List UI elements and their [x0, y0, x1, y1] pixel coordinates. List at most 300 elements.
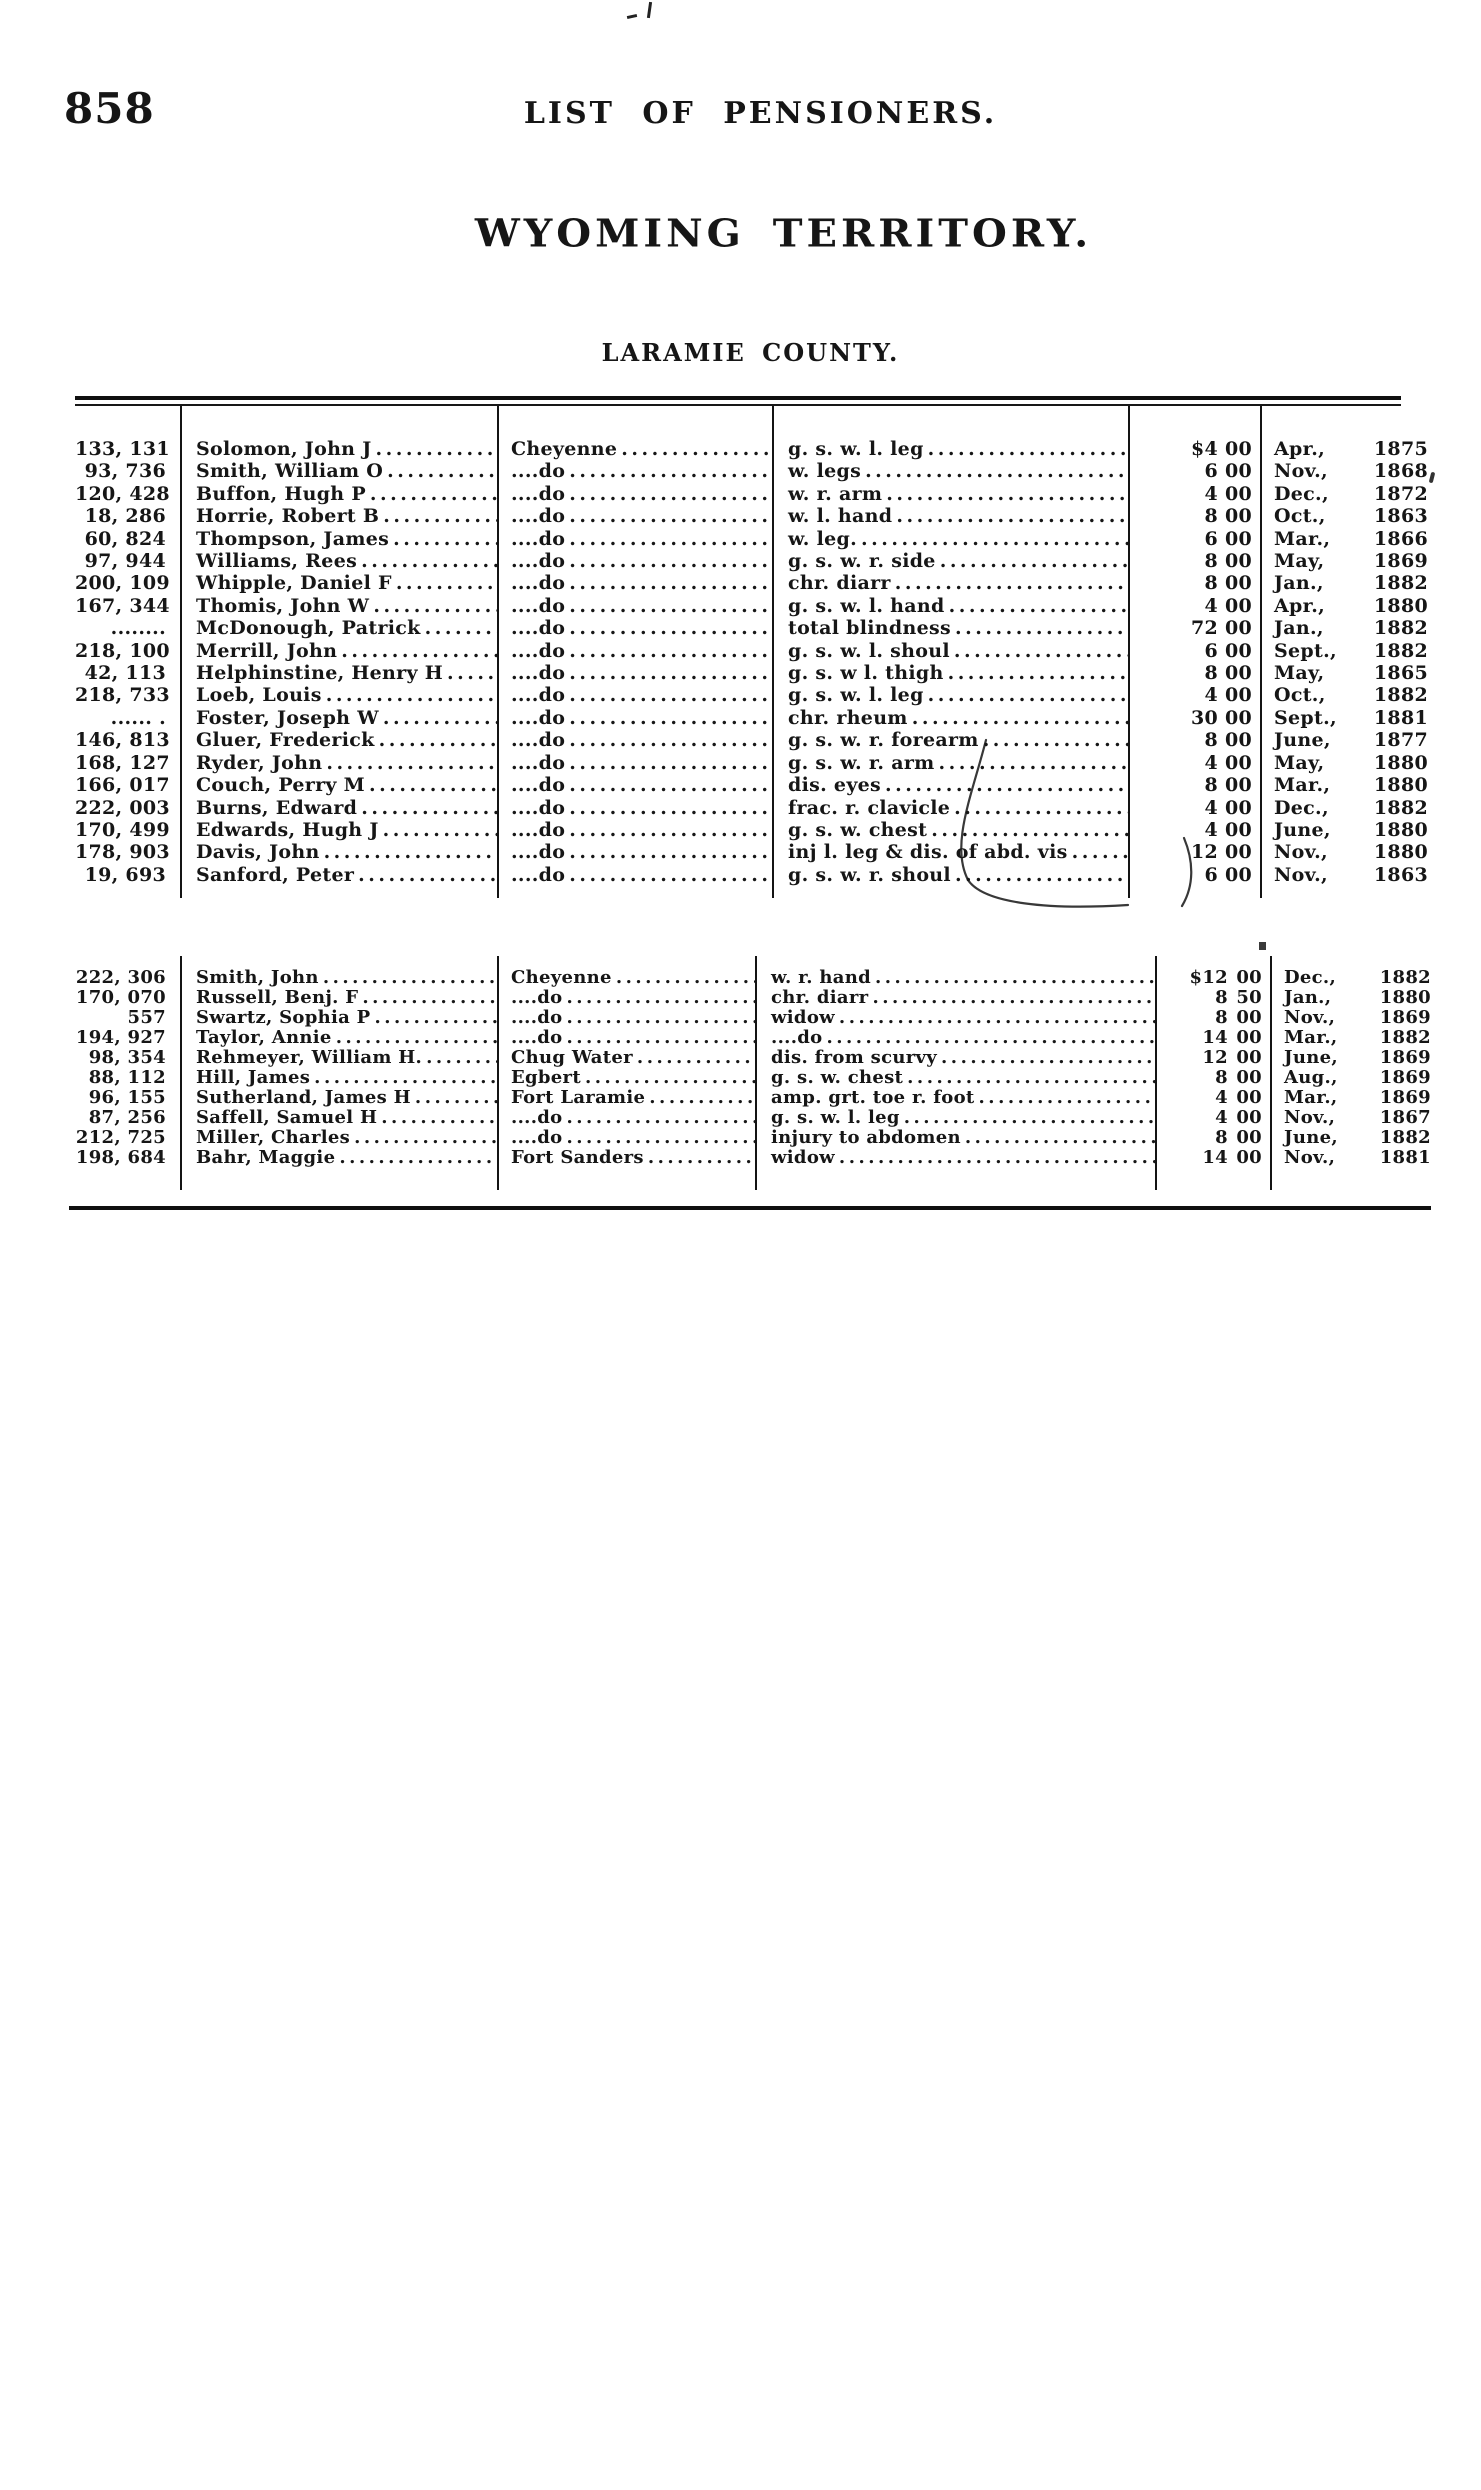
rate-dollars: 8 — [1204, 572, 1218, 595]
date-month: June, — [1284, 1128, 1338, 1149]
dot-leader — [865, 460, 1128, 482]
certificate-number: 170, 499 — [75, 818, 170, 841]
rate-dollars: 72 — [1190, 617, 1218, 640]
pensioner-name: Sutherland, James H ..... — [180, 1088, 497, 1108]
dot-leader — [415, 1088, 497, 1108]
dot-leader — [928, 438, 1128, 460]
table-row — [75, 483, 1441, 505]
rate-dollars: 4 — [1215, 1108, 1228, 1129]
date-of-original-allowance — [1270, 1028, 1440, 1048]
table-row — [75, 819, 1441, 841]
dot-leader — [648, 1148, 755, 1168]
date-month: June, — [1274, 729, 1331, 752]
monthly-rate — [1128, 640, 1260, 662]
monthly-rate — [1128, 662, 1260, 684]
pensioner-name: Hill, James ..... — [180, 1068, 497, 1088]
date-of-original-allowance — [1270, 1148, 1440, 1190]
dot-leader — [326, 684, 497, 706]
table-row — [75, 752, 1441, 774]
monthly-rate — [1128, 483, 1260, 505]
pensioner-name: Saffell, Samuel H ..... — [180, 1108, 497, 1128]
dot-leader — [569, 505, 772, 527]
date-of-original-allowance — [1260, 819, 1437, 841]
dot-leader — [569, 774, 772, 796]
date-year: 1881 — [1379, 1148, 1431, 1169]
cause-of-pension: ....do ..... — [755, 1028, 1155, 1048]
dot-leader — [323, 968, 497, 988]
certificate-number: 170, 070 — [75, 988, 166, 1009]
certificate-number: 198, 684 — [75, 1148, 166, 1169]
certificate-number: 96, 155 — [88, 1088, 166, 1109]
certificate-number: 557 — [127, 1008, 166, 1029]
rate-dollars: 8 — [1204, 505, 1218, 528]
date-month: Mar., — [1284, 1088, 1338, 1109]
pensioner-name: Gluer, Frederick ..... — [180, 729, 497, 751]
certificate-number: 19, 693 — [84, 863, 166, 886]
post-office: ....do ..... — [497, 595, 772, 617]
certificate-number: 120, 428 — [75, 482, 170, 505]
date-of-original-allowance — [1260, 797, 1437, 819]
rate-cents: 00 — [1224, 751, 1252, 774]
pensioner-name: Horrie, Robert B ..... — [180, 505, 497, 527]
rate-dollars: 12 — [1190, 841, 1218, 864]
dot-leader — [314, 1068, 497, 1088]
cause-of-pension: g. s. w. l. leg ..... — [755, 1108, 1155, 1128]
certificate-number: 133, 131 — [75, 438, 170, 460]
date-year: 1882 — [1373, 684, 1428, 707]
date-year: 1882 — [1373, 617, 1428, 640]
cause-of-pension: w. legs ..... — [772, 460, 1128, 482]
monthly-rate — [1128, 460, 1260, 482]
dot-leader — [569, 819, 772, 841]
dot-leader — [566, 1008, 755, 1028]
rate-cents: 00 — [1236, 1028, 1262, 1049]
rate-dollars: 4 — [1204, 818, 1218, 841]
post-office: Cheyenne ..... — [497, 406, 772, 460]
post-office: ....do ..... — [497, 988, 755, 1008]
monthly-rate — [1128, 505, 1260, 527]
monthly-rate — [1128, 841, 1260, 863]
certificate-number: 178, 903 — [75, 841, 170, 864]
dot-leader — [566, 988, 755, 1008]
dot-leader — [381, 1108, 497, 1128]
dot-leader — [566, 1128, 755, 1148]
post-office: ....do ..... — [497, 774, 772, 796]
date-month: Dec., — [1274, 482, 1329, 505]
dot-leader — [426, 1048, 497, 1068]
date-month: Mar., — [1274, 774, 1331, 797]
rate-cents: 00 — [1236, 1148, 1262, 1169]
dot-leader — [861, 528, 1128, 550]
certificate-number: 87, 256 — [88, 1108, 166, 1129]
monthly-rate — [1128, 572, 1260, 594]
dot-leader — [354, 1128, 497, 1148]
running-title: LIST OF PENSIONERS. — [523, 96, 998, 131]
certificate-number: 93, 736 — [84, 460, 166, 483]
table-row — [75, 595, 1441, 617]
date-month: Mar., — [1284, 1028, 1338, 1049]
monthly-rate — [1128, 752, 1260, 774]
rate-dollars: 30 — [1190, 706, 1218, 729]
rate-dollars: 8 — [1204, 774, 1218, 797]
date-year: 1880 — [1373, 751, 1428, 774]
certificate-number: 88, 112 — [88, 1068, 166, 1089]
post-office: ....do ..... — [497, 662, 772, 684]
monthly-rate — [1155, 1108, 1270, 1128]
rate-cents: 00 — [1224, 460, 1252, 483]
table-row — [75, 662, 1441, 684]
date-month: Jan., — [1284, 988, 1332, 1009]
dot-leader — [896, 505, 1128, 527]
rate-dollars: 4 — [1204, 482, 1218, 505]
rate-dollars: $4 — [1190, 438, 1218, 460]
monthly-rate — [1128, 550, 1260, 572]
date-of-original-allowance — [1260, 864, 1437, 898]
date-month: June, — [1284, 1048, 1338, 1069]
monthly-rate — [1128, 774, 1260, 796]
pensioner-name: Russell, Benj. F ..... — [180, 988, 497, 1008]
certificate-number: 212, 725 — [75, 1128, 166, 1149]
date-year: 1863 — [1373, 863, 1428, 886]
dot-leader — [326, 752, 497, 774]
certificate-number: 218, 733 — [75, 684, 170, 707]
cause-of-pension: dis. eyes ..... — [772, 774, 1128, 796]
post-office: ....do ..... — [497, 528, 772, 550]
post-office: ....do ..... — [497, 707, 772, 729]
date-month: May, — [1274, 550, 1325, 573]
dot-leader — [387, 460, 497, 482]
rate-cents: 00 — [1236, 1128, 1262, 1149]
territory-title: WYOMING TERRITORY. — [474, 210, 1093, 257]
rate-cents: 00 — [1224, 684, 1252, 707]
dot-leader — [585, 1068, 755, 1088]
dot-leader — [569, 662, 772, 684]
cause-of-pension: chr. rheum ..... — [772, 707, 1128, 729]
dot-leader — [339, 1148, 497, 1168]
date-month: June, — [1274, 818, 1331, 841]
pensioner-name: Solomon, John J ..... — [180, 406, 497, 460]
cause-of-pension: chr. diarr ..... — [755, 988, 1155, 1008]
dot-leader — [941, 1048, 1155, 1068]
rate-dollars: 8 — [1204, 729, 1218, 752]
rate-dollars: 8 — [1215, 988, 1228, 1009]
certificate-number: 97, 944 — [84, 550, 166, 573]
monthly-rate — [1128, 595, 1260, 617]
rate-cents: 00 — [1224, 841, 1252, 864]
cause-of-pension: chr. diarr ..... — [772, 572, 1128, 594]
certificate-number: 168, 127 — [75, 751, 170, 774]
scan-artifact-mark — [647, 2, 652, 18]
date-month: Nov., — [1284, 1148, 1336, 1169]
post-office: ....do ..... — [497, 550, 772, 572]
date-of-original-allowance — [1260, 729, 1437, 751]
dot-leader — [383, 505, 497, 527]
pension-table-block-1 — [75, 406, 1441, 898]
pensioner-name: Foster, Joseph W ..... — [180, 707, 497, 729]
date-of-original-allowance — [1270, 1108, 1440, 1128]
monthly-rate — [1128, 797, 1260, 819]
rate-cents: 00 — [1224, 706, 1252, 729]
table-row — [75, 572, 1441, 594]
date-year: 1882 — [1373, 572, 1428, 595]
monthly-rate — [1155, 1048, 1270, 1068]
date-year: 1875 — [1373, 438, 1428, 460]
table-row — [75, 1088, 1441, 1108]
rate-cents: 00 — [1224, 774, 1252, 797]
dot-leader — [393, 528, 497, 550]
monthly-rate — [1155, 1028, 1270, 1048]
date-of-original-allowance — [1260, 684, 1437, 706]
table-row — [75, 550, 1441, 572]
dot-leader — [369, 774, 497, 796]
date-month: Sept., — [1274, 639, 1337, 662]
table-bottom-rule — [69, 1206, 1431, 1210]
monthly-rate — [1155, 1068, 1270, 1088]
date-of-original-allowance — [1270, 1008, 1440, 1028]
pensioner-name: Williams, Rees ..... — [180, 550, 497, 572]
post-office: ....do ..... — [497, 460, 772, 482]
dot-leader — [370, 483, 497, 505]
rate-cents: 00 — [1224, 863, 1252, 886]
cause-of-pension: g. s. w. l. hand ..... — [772, 595, 1128, 617]
date-year: 1877 — [1373, 729, 1428, 752]
table-row — [75, 988, 1441, 1008]
date-of-original-allowance — [1270, 1068, 1440, 1088]
rate-dollars: 8 — [1204, 662, 1218, 685]
table-row — [75, 797, 1441, 819]
rate-dollars: 8 — [1204, 550, 1218, 573]
post-office: ....do ..... — [497, 729, 772, 751]
date-year: 1869 — [1373, 550, 1428, 573]
dot-leader — [895, 572, 1128, 594]
date-year: 1882 — [1379, 1028, 1431, 1049]
certificate-number: ...... . — [110, 706, 166, 729]
certificate-number: 166, 017 — [75, 774, 170, 797]
table-row — [75, 460, 1441, 482]
date-of-original-allowance — [1260, 841, 1437, 863]
date-year: 1880 — [1373, 841, 1428, 864]
table-row — [75, 505, 1441, 527]
date-year: 1882 — [1373, 639, 1428, 662]
date-year: 1869 — [1379, 1008, 1431, 1029]
post-office: Fort Sanders ..... — [497, 1148, 755, 1190]
rate-dollars: 6 — [1204, 863, 1218, 886]
post-office: ....do ..... — [497, 1008, 755, 1028]
table-row — [75, 864, 1441, 898]
cause-of-pension: g. s. w. r. forearm ..... — [772, 729, 1128, 751]
date-of-original-allowance — [1260, 406, 1437, 460]
dot-leader — [569, 640, 772, 662]
rate-cents: 00 — [1224, 572, 1252, 595]
dot-leader — [616, 968, 755, 988]
date-of-original-allowance — [1270, 988, 1440, 1008]
post-office: Chug Water ..... — [497, 1048, 755, 1068]
pensioner-name: Edwards, Hugh J ..... — [180, 819, 497, 841]
dot-leader — [447, 662, 497, 684]
pensioner-name: Burns, Edward ..... — [180, 797, 497, 819]
date-month: Apr., — [1274, 594, 1326, 617]
date-month: Dec., — [1284, 967, 1337, 989]
date-year: 1880 — [1379, 988, 1431, 1009]
date-of-original-allowance — [1260, 572, 1437, 594]
certificate-number: 200, 109 — [75, 572, 170, 595]
date-month: Nov., — [1284, 1108, 1336, 1129]
rate-cents: 00 — [1224, 818, 1252, 841]
rate-cents: 00 — [1224, 550, 1252, 573]
date-year: 1867 — [1379, 1108, 1431, 1129]
date-year: 1869 — [1379, 1088, 1431, 1109]
certificate-number: 146, 813 — [75, 729, 170, 752]
date-year: 1880 — [1373, 818, 1428, 841]
post-office: Egbert ..... — [497, 1068, 755, 1088]
cause-of-pension: w. r. arm ..... — [772, 483, 1128, 505]
certificate-number: 218, 100 — [75, 639, 170, 662]
pensioner-name: Thomis, John W ..... — [180, 595, 497, 617]
table-row — [75, 729, 1441, 751]
pensioner-name: Davis, John ..... — [180, 841, 497, 863]
post-office: ....do ..... — [497, 505, 772, 527]
date-month: Nov., — [1274, 863, 1328, 886]
date-of-original-allowance — [1260, 483, 1437, 505]
date-month: Oct., — [1274, 684, 1326, 707]
monthly-rate — [1155, 1128, 1270, 1148]
post-office: ....do ..... — [497, 684, 772, 706]
pensioner-name: Rehmeyer, William H. ..... — [180, 1048, 497, 1068]
date-month: Nov., — [1274, 460, 1328, 483]
dot-leader — [566, 1108, 755, 1128]
page-number: 858 — [64, 84, 155, 133]
cause-of-pension: widow ..... — [755, 1008, 1155, 1028]
date-month: Jan., — [1274, 572, 1324, 595]
table-row — [75, 841, 1441, 863]
dot-leader — [569, 528, 772, 550]
dot-leader — [955, 864, 1128, 886]
date-of-original-allowance — [1270, 956, 1440, 988]
pensioner-name: Smith, William O ..... — [180, 460, 497, 482]
post-office: ....do ..... — [497, 841, 772, 863]
rate-dollars: 14 — [1202, 1148, 1228, 1169]
post-office: ....do ..... — [497, 797, 772, 819]
date-of-original-allowance — [1260, 707, 1437, 729]
rate-dollars: 8 — [1215, 1128, 1228, 1149]
pensioner-name: Ryder, John ..... — [180, 752, 497, 774]
dot-leader — [376, 438, 498, 460]
date-year: 1863 — [1373, 505, 1428, 528]
date-month: Sept., — [1274, 706, 1337, 729]
dot-leader — [375, 1008, 498, 1028]
date-month: Jan., — [1274, 617, 1324, 640]
date-year: 1880 — [1373, 774, 1428, 797]
cause-of-pension: g. s. w. chest ..... — [755, 1068, 1155, 1088]
certificate-number: 194, 927 — [75, 1028, 166, 1049]
cause-of-pension: g. s. w. l. leg ..... — [772, 406, 1128, 460]
date-of-original-allowance — [1270, 1048, 1440, 1068]
certificate-number: 60, 824 — [84, 527, 166, 550]
dot-leader — [912, 707, 1128, 729]
monthly-rate — [1128, 528, 1260, 550]
pension-table — [75, 396, 1441, 1210]
dot-leader — [569, 617, 772, 639]
dot-leader — [839, 1008, 1155, 1028]
pensioner-name: Buffon, Hugh P ..... — [180, 483, 497, 505]
rate-cents: 00 — [1224, 482, 1252, 505]
date-month: Aug., — [1284, 1068, 1338, 1089]
rate-cents: 00 — [1224, 796, 1252, 819]
post-office: ....do ..... — [497, 617, 772, 639]
dot-leader — [637, 1048, 755, 1068]
date-year: 1881 — [1373, 706, 1428, 729]
rate-cents: 00 — [1224, 662, 1252, 685]
date-year: 1868 — [1373, 460, 1428, 483]
date-month: May, — [1274, 751, 1325, 774]
date-of-original-allowance — [1260, 617, 1437, 639]
date-of-original-allowance — [1260, 774, 1437, 796]
post-office: ....do ..... — [497, 483, 772, 505]
table-row — [75, 1128, 1441, 1148]
date-month: Oct., — [1274, 505, 1326, 528]
date-year: 1882 — [1379, 967, 1431, 989]
date-month: Dec., — [1274, 796, 1329, 819]
dot-leader — [940, 550, 1128, 572]
dot-leader — [954, 640, 1128, 662]
dot-leader — [907, 1068, 1155, 1088]
date-of-original-allowance — [1260, 528, 1437, 550]
cause-of-pension: frac. r. clavicle ..... — [772, 797, 1128, 819]
date-of-original-allowance — [1260, 595, 1437, 617]
dot-leader — [965, 1128, 1155, 1148]
rate-dollars: 8 — [1215, 1008, 1228, 1029]
dot-leader — [569, 460, 772, 482]
date-of-original-allowance — [1260, 662, 1437, 684]
dot-leader — [336, 1028, 497, 1048]
pensioner-name: McDonough, Patrick ..... — [180, 617, 497, 639]
table-row — [75, 1148, 1441, 1190]
scan-artifact-mark — [627, 14, 637, 19]
dot-leader — [361, 797, 497, 819]
post-office: ....do ..... — [497, 819, 772, 841]
cause-of-pension: total blindness ..... — [772, 617, 1128, 639]
table-row — [75, 617, 1441, 639]
monthly-rate — [1155, 1088, 1270, 1108]
dot-leader — [931, 819, 1128, 841]
rate-cents: 00 — [1224, 594, 1252, 617]
dot-leader — [396, 572, 497, 594]
scan-artifact-mark — [1259, 942, 1266, 950]
monthly-rate — [1128, 617, 1260, 639]
date-year: 1880 — [1373, 594, 1428, 617]
dot-leader — [362, 988, 497, 1008]
dot-leader — [948, 662, 1128, 684]
rate-dollars: 4 — [1204, 751, 1218, 774]
dot-leader — [569, 550, 772, 572]
dot-leader — [886, 483, 1128, 505]
post-office: ....do ..... — [497, 864, 772, 898]
table-row — [75, 707, 1441, 729]
rate-dollars: 8 — [1215, 1068, 1228, 1089]
rate-dollars: 6 — [1204, 527, 1218, 550]
date-year: 1865 — [1373, 662, 1428, 685]
date-month: Nov., — [1284, 1008, 1336, 1029]
rate-dollars: 4 — [1204, 594, 1218, 617]
rate-dollars: 4 — [1215, 1088, 1228, 1109]
certificate-number: 98, 354 — [88, 1048, 166, 1069]
table-row — [75, 684, 1441, 706]
dot-leader — [872, 988, 1155, 1008]
dot-leader — [569, 595, 772, 617]
rate-dollars: 4 — [1204, 684, 1218, 707]
table-row — [75, 406, 1441, 460]
cause-of-pension: g. s. w. l. shoul ..... — [772, 640, 1128, 662]
